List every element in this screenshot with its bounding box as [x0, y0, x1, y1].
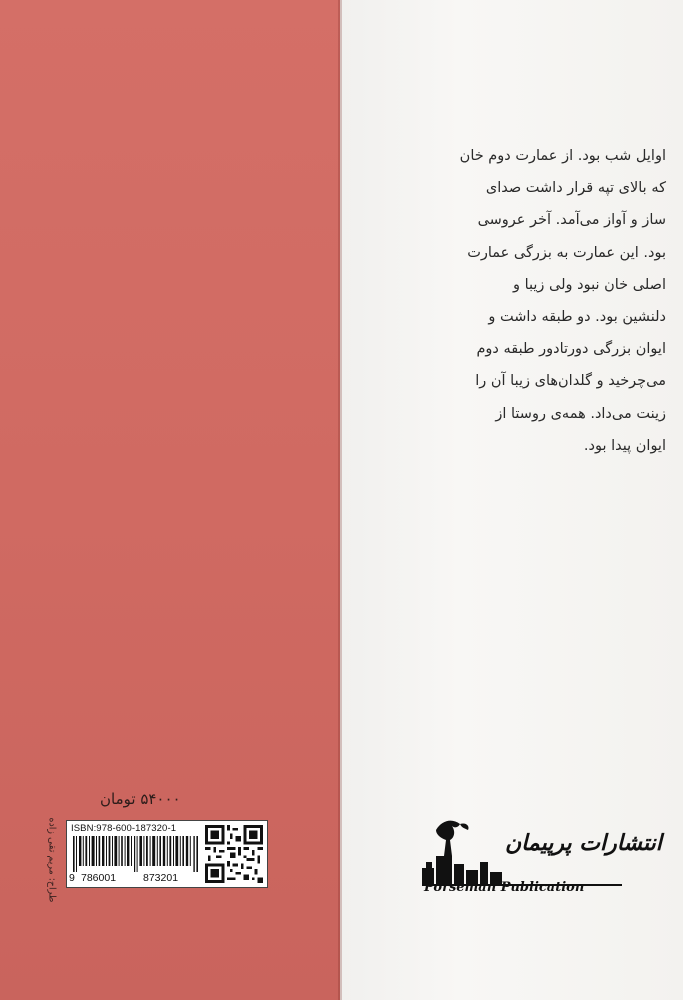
blurb-line: ایوان پیدا بود. [583, 437, 666, 454]
blurb-line: دلنشین بود. دو طبقه داشت و [488, 309, 666, 326]
blurb-line: می‌چرخید و گلدان‌های زیبا آن را [475, 373, 666, 390]
blurb-line: اوایل شب بود. از عمارت دوم خان [459, 148, 666, 164]
isbn-barcode [66, 820, 268, 888]
spine-crease [338, 0, 342, 1000]
blurb-line: ساز و آواز می‌آمد. آخر عروسی [477, 212, 666, 229]
blurb-line: که بالای تپه قرار داشت صدای [485, 180, 666, 197]
blurb-line: اصلی خان نبود ولی زیبا و [512, 276, 666, 293]
publisher-name-en: Porseman Publication [424, 880, 585, 895]
barcode-icon [73, 836, 199, 872]
blurb-line: زینت می‌داد. همه‌ی روستا از [495, 405, 666, 422]
designer-credit: طراح: مریم تقی زاده [46, 817, 58, 903]
barcode-digit-group-2: 873201 [143, 872, 179, 884]
blurb-line: ایوان بزرگی دورتادور طبقه دوم [476, 341, 666, 358]
qr-code-icon [205, 825, 263, 883]
isbn-label: ISBN:978-600-187320-1 [71, 823, 177, 834]
barcode-digit-group-1: 786001 [81, 872, 117, 884]
barcode-digit-first: 9 [69, 872, 75, 884]
blurb-text [356, 140, 666, 462]
publisher-name-fa: انتشارات پرپیمان [505, 830, 662, 856]
price-label: ۵۴۰۰۰ تومان [100, 790, 181, 808]
blurb-line: بود. این عمارت به بزرگی عمارت [467, 244, 666, 261]
